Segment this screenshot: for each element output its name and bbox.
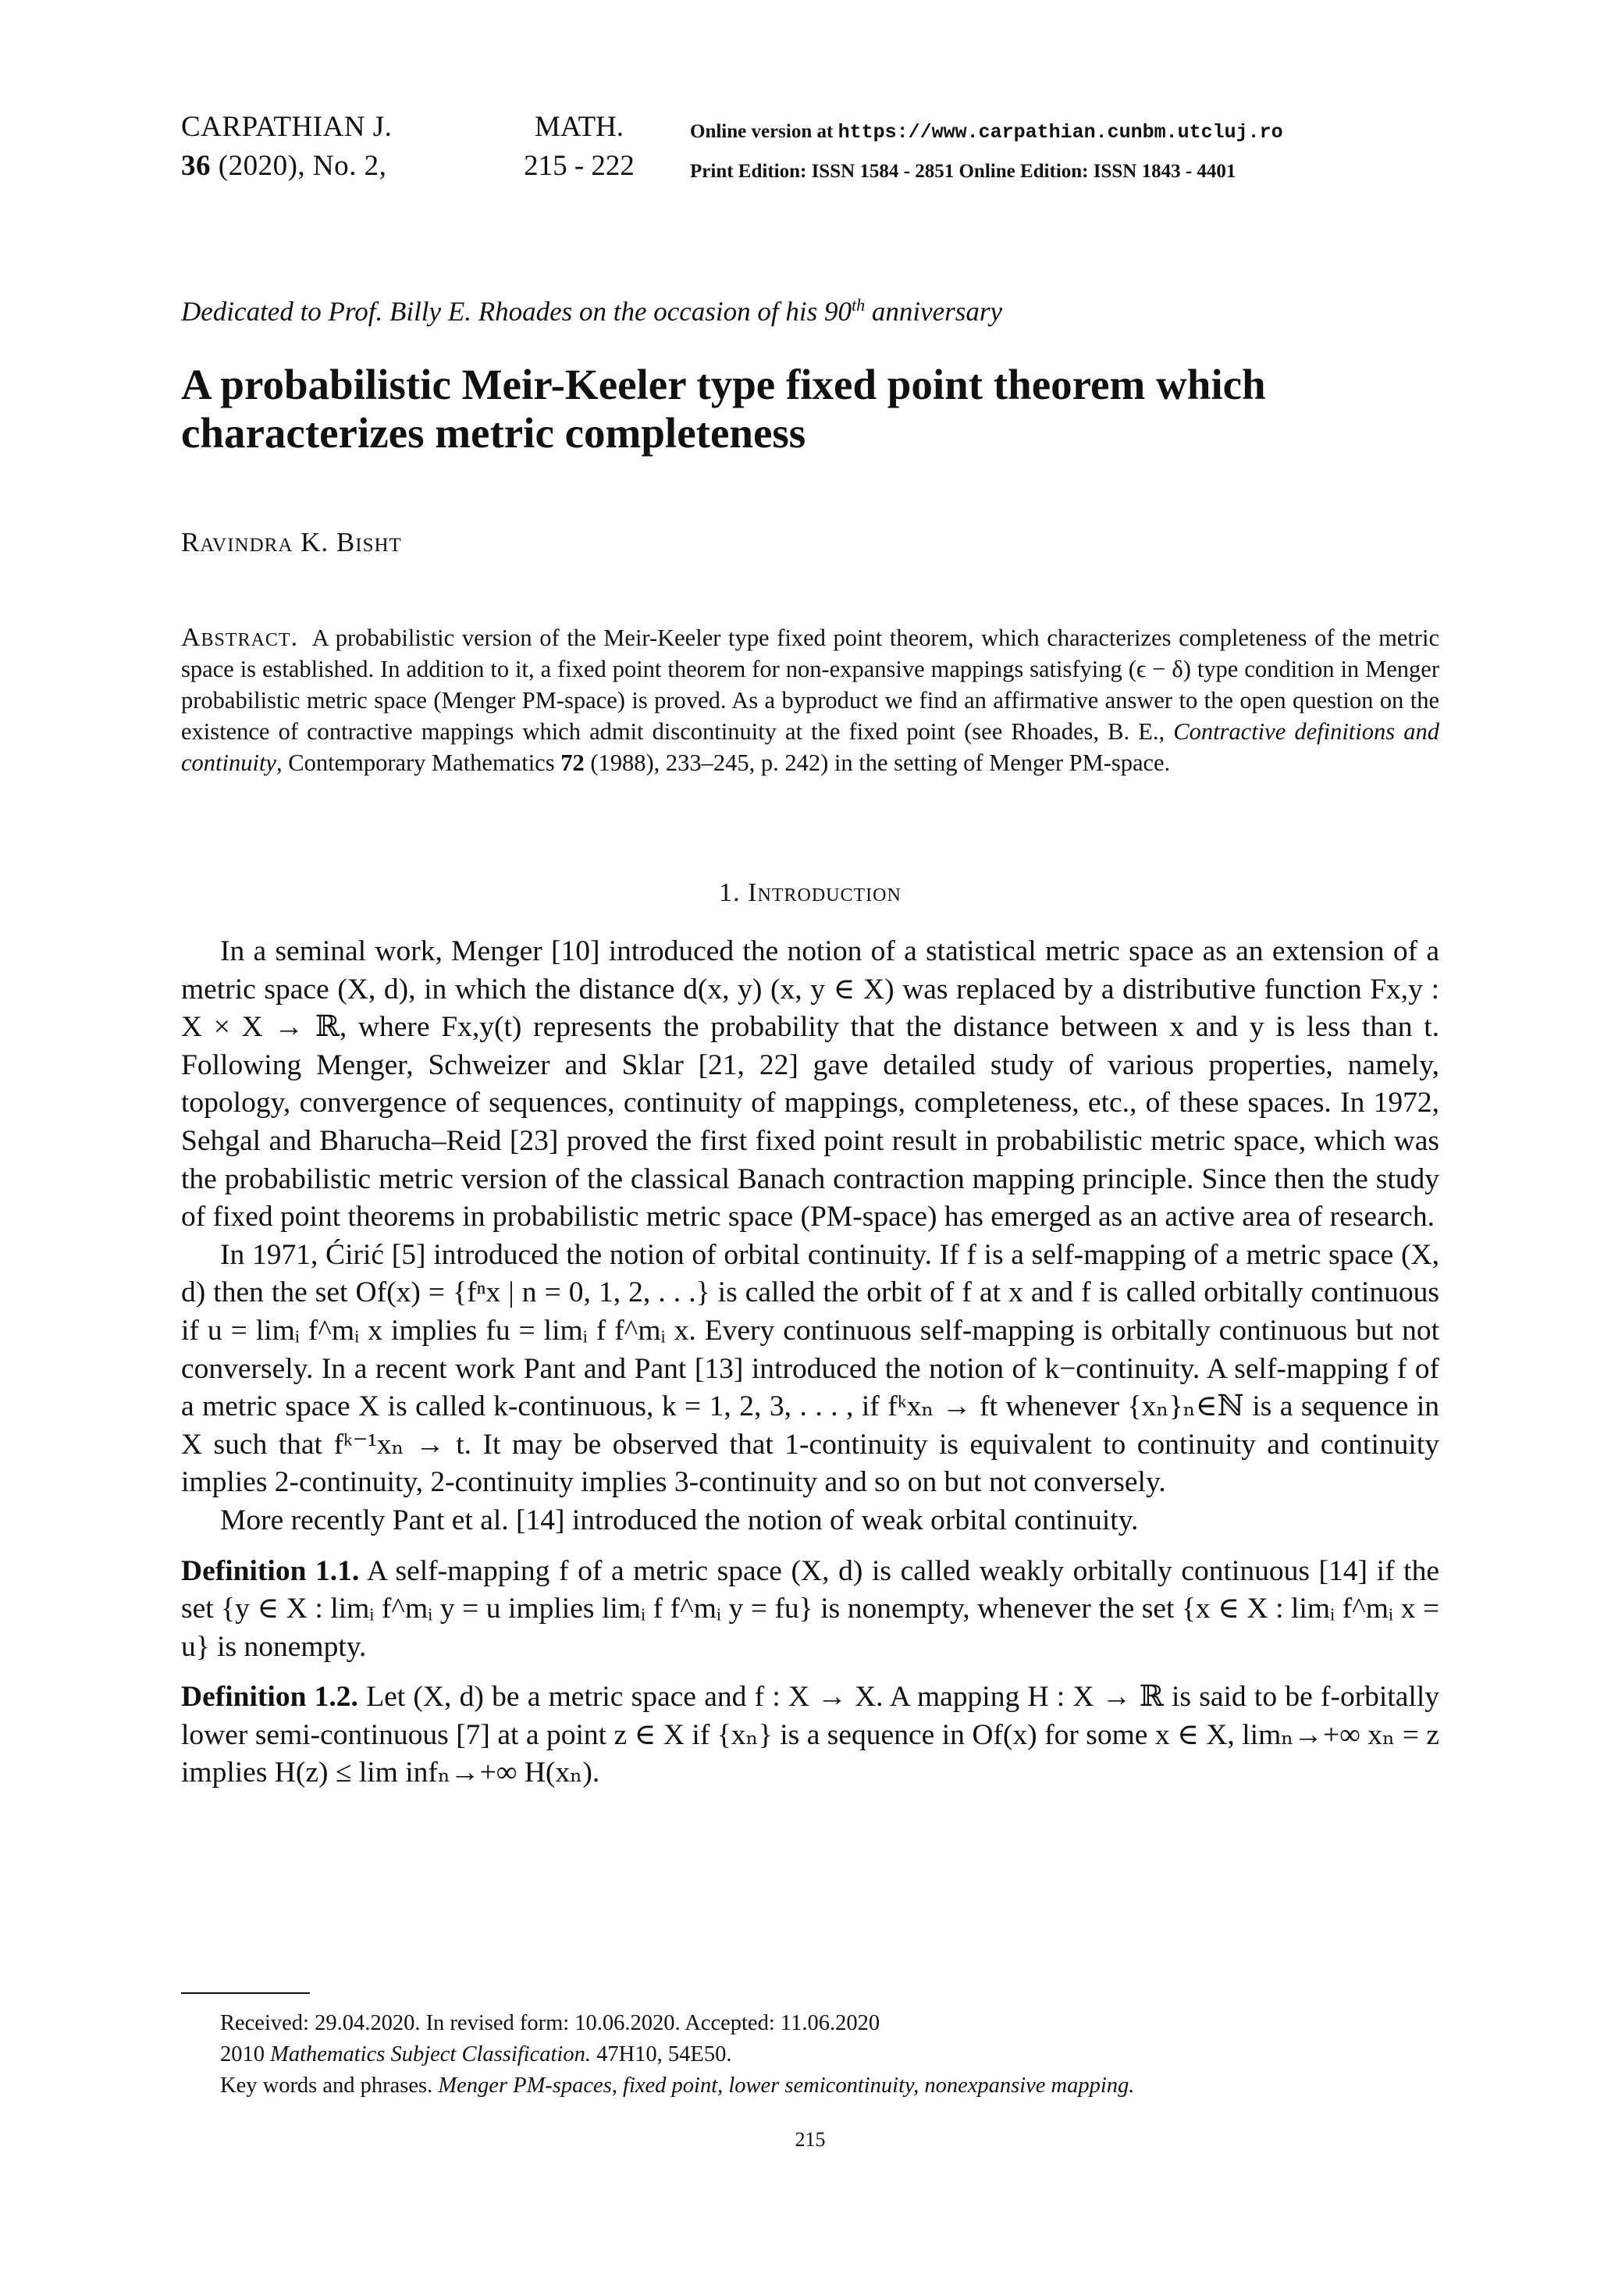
msc-classification: 2010 Mathematics Subject Classification. 47H10, 54E50. [220, 2042, 732, 2066]
paragraph: In 1971, Ćirić [5] introduced the notion of orbital continuity. If f is a self-mapping of a metric space (X, d) then the set Of(x) = {fⁿx | n = 0, 1, 2, . . .} is called the orbit of f at x and f is called orbitally continuous if u = limᵢ f^mᵢ x implies fu = limᵢ f f^mᵢ x. Every continuous self-mapping is orbitally continuous but not conversely. In a recent work Pant and Pant [13] introduced the notion of k−continuity. A self-mapping f of a metric space X is called k-continuous, k = 1, 2, 3, . . . , if fᵏxₙ → ft whenever {xₙ}ₙ∈ℕ is a sequence in X such that fᵏ⁻¹xₙ → t. It may be observed that 1-continuity is equivalent to continuity and continuity implies 2-continuity, 2-continuity implies 3-continuity and so on but not conversely. [181, 1238, 1439, 1499]
page-number: 215 [795, 2128, 826, 2151]
footnote-rule [181, 1992, 310, 1994]
issue-info: (2020), No. 2, [211, 150, 387, 182]
abstract-cited-title: Contractive definitions and continuity [181, 718, 1439, 776]
definition-1-2: Definition 1.2. Let (X, d) be a metric space and f : X → X. A mapping H : X → ℝ is said to be f-orbitally lower semi-continuous [7] at a point z ∈ X if {xₙ} is a sequence in Of(x) for some x ∈ X, limₙ→+∞ xₙ = z implies H(z) ≤ lim infₙ→+∞ H(xₙ). [181, 1681, 1440, 1789]
definition-1-1: Definition 1.1. A self-mapping f of a metric space (X, d) is called weakly orbitally continuous [14] if the set {y ∈ X : limᵢ f^mᵢ y = u implies limᵢ f f^mᵢ y = fu} is nonempty, whenever the set {x ∈ X : limᵢ f^mᵢ x = u} is nonempty. [181, 1554, 1439, 1663]
received-dates: Received: 29.04.2020. In revised form: 10.06.2020. Accepted: 11.06.2020 [220, 2011, 880, 2035]
journal-name: CARPATHIAN J. 36 (2020), No. 2, [181, 111, 393, 182]
paragraph: In a seminal work, Menger [10] introduced the notion of a statistical metric space as an extension of a metric space (X, d), in which the distance d(x, y) (x, y ∈ X) was replaced by a distributive function Fx,y : X × X → ℝ, where Fx,y(t) represents the probability that the distance between x and y is less than t. Following Menger, Schweizer and Sklar [21, 22] gave detailed study of various properties, namely, topology, convergence of sequences, continuity of mappings, completeness, etc., of these spaces. In 1972, Sehgal and Bharucha–Reid [23] proved the first fixed point result in probabilistic metric space, which was the probabilistic metric version of the classical Banach contraction mapping principle. Since then the study of fixed point theorems in probabilistic metric space (PM-space) has emerged as an active area of research. [181, 935, 1439, 1233]
volume-number: 36 [181, 150, 211, 182]
section-heading: 1. Introduction [719, 878, 902, 907]
dedication: Dedicated to Prof. Billy E. Rhoades on the occasion of his 90th anniversary [181, 295, 1003, 327]
journal-subject: MATH. 215 - 222 [524, 111, 635, 182]
page-range: 215 - 222 [524, 150, 635, 182]
online-info: Online version at https://www.carpathian.cunbm.utcluj.ro Print Edition: ISSN 1584 - 2851 Online Edition: ISSN 1843 - 4401 [690, 121, 1283, 182]
paragraph: More recently Pant et al. [14] introduced the notion of weak orbital continuity. [220, 1504, 1139, 1536]
online-url-link[interactable]: https://www.carpathian.cunbm.utcluj.ro [838, 121, 1283, 144]
journal-header [181, 108, 1439, 186]
definition-label: Definition 1.2. [181, 1681, 358, 1714]
issn-info: Print Edition: ISSN 1584 - 2851 Online Edition: ISSN 1843 - 4401 [690, 161, 1236, 182]
author-name: Ravindra K. Bisht [181, 527, 402, 557]
paper-title: A probabilistic Meir-Keeler type fixed point theorem which characterizes metric completeness [181, 361, 1266, 457]
body-text [181, 933, 1439, 1792]
keywords: Key words and phrases. Menger PM-spaces, fixed point, lower semicontinuity, nonexpansive mapping. [220, 2074, 1135, 2098]
footnotes [220, 2008, 1134, 2102]
abstract-label: Abstract. [181, 623, 299, 652]
definition-label: Definition 1.1. [181, 1554, 360, 1587]
abstract: Abstract. A probabilistic version of the Meir-Keeler type fixed point theorem, which characterizes completeness of the metric space is established. In addition to it, a fixed point theorem for non-expansive mappings satisfying (ϵ − δ) type condition in Menger probabilistic metric space (Menger PM-space) is proved. As a byproduct we find an affirmative answer to the open question on the existence of contractive mappings which admit discontinuity at the fixed point (see Rhoades, B. E., Contractive definitions and continuity, Contemporary Mathematics 72 (1988), 233–245, p. 242) in the setting of Menger PM-space. [181, 623, 1439, 776]
